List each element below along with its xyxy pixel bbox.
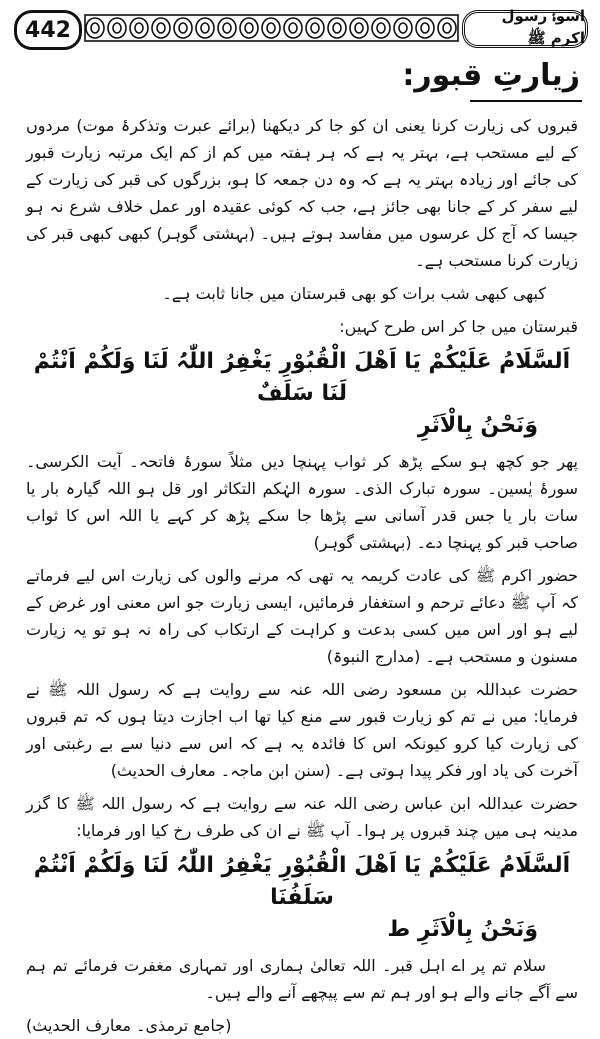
arabic-line: اَلسَّلَامُ عَلَیْکُمْ یَا اَھْلَ الْقُبُوْرِ یَغْفِرُ اللّٰہُ لَنَا وَلَکُمْ اَنْتُمْ سَلَفُنَا (33, 853, 571, 910)
ornament-inner (443, 23, 451, 33)
ornament-link (306, 18, 324, 38)
ornament-inner (267, 23, 275, 33)
book-title: اسوۂ رسول اکرم ﷺ (462, 10, 588, 48)
ornament-link (196, 18, 214, 38)
ornament-inner (179, 23, 187, 33)
ornament-inner (399, 23, 407, 33)
ornament-inner (289, 23, 297, 33)
paragraph: قبروں کی زیارت کرنا یعنی ان کو جا کر دیکھنا (برائے عبرت وتذکرۂ موت) مردوں کے لیے مستحب ہے، بہتر یہ ہے کہ ہر ہفتہ میں کم از کم ایک مرتبہ زیارت قبور کی جائے اور زیادہ بہتر یہ ہے کہ وہ دن جمعہ کا ہو، بزرگوں کی قبر کی زیارت کے لیے سفر کر کے جانا بھی جائز ہے، جب کہ کوئی عقیدہ اور عمل خلاف شرع نہ ہو جیسا کہ آج کل عرسوں میں مفاسد ہوتے ہیں۔ (بہشتی گوہر) کبھی کبھی قبر کی زیارت کرنا مستحب ہے۔ (26, 116, 579, 270)
title-underline (470, 100, 582, 102)
ornament-inner (421, 23, 429, 33)
paragraph: حضرت عبداللہ بن مسعود رضی اللہ عنہ سے روایت ہے کہ رسول اللہ ﷺ نے فرمایا: میں نے تم کو زیارت قبور سے منع کیا تھا اب اجازت دیتا ہوں کہ تم قبروں کی زیارت کیا کرو کیونکہ اس کا فائدہ یہ ہے کہ اس سے دنیا سے بے رغبتی اور آخرت کی یاد اور فکر پیدا ہوتی ہے۔ (سنن ابن ماجہ۔ معارف الحدیث) (26, 680, 578, 780)
ornament-inner (135, 23, 143, 33)
ornament-link (438, 18, 456, 38)
ornament-inner (311, 23, 319, 33)
paragraph: پھر جو کچھ ہو سکے پڑھ کر ثواب پہنچا دیں مثلاً سورۂ فاتحہ۔ آیت الکرسی۔ سورۂ یٰسین۔ سورہ تبارک الذی۔ سورہ الہٰکم التکاثر اور قل ہو اللہ گیارہ بار یا سات بار یا جس قدر آسانی سے پڑھا جا سکے پڑھ کر کہے یا اللہ اس کا ثواب صاحب قبر کو پہنچا دے۔ (بہشتی گوہر) (26, 452, 578, 552)
ornament-link (152, 18, 170, 38)
arabic-line: وَنَحْنُ بِالْاَثَرِ ط (387, 917, 538, 942)
ornament-link (86, 18, 104, 38)
ornament-link (284, 18, 302, 38)
page-number: 442 (14, 10, 82, 50)
ornament-link (372, 18, 390, 38)
arabic-supplication (26, 346, 578, 442)
translation: سلام تم پر اے اہل قبر۔ اللہ تعالیٰ ہماری اور تمہاری مغفرت فرمائے تم ہم سے آگے جانے والے ہو اور ہم تم سے پیچھے آنے والے ہیں۔ (26, 956, 578, 1002)
arabic-line: اَلسَّلَامُ عَلَیْکُمْ یَا اَھْلَ الْقُبُوْرِ یَغْفِرُ اللّٰہُ لَنَا وَلَکُمْ اَنْتُمْ لَنَا سَلَفٌ (33, 349, 571, 406)
ornament-inner (355, 23, 363, 33)
decorative-border (84, 14, 459, 42)
ornament-link (328, 18, 346, 38)
arabic-line: وَنَحْنُ بِالْاَثَرِ (417, 413, 538, 438)
ornament-inner (333, 23, 341, 33)
paragraph: حضور اکرم ﷺ کی عادت کریمہ یہ تھی کہ مرنے والوں کی زیارت اس لیے فرماتے کہ آپ ﷺ دعائے ترحم و استغفار فرمائیں، ایسی زیارت جو اس معنی اور غرض کے لیے ہو اور اس میں کسی بدعت و کراہت کے ارتکاب کی راہ نہ ہو تو یہ زیارت مسنون و مستحب ہے۔ (مدارج النبوۃ) (26, 566, 578, 666)
ornament-inner (377, 23, 385, 33)
ornament-link (350, 18, 368, 38)
reference: (جامع ترمذی۔ معارف الحدیث) (26, 1016, 232, 1035)
ornament-link (262, 18, 280, 38)
ornament-inner (157, 23, 165, 33)
paragraph: قبرستان میں جا کر اس طرح کہیں: (339, 317, 578, 336)
page-header (6, 6, 594, 48)
ornament-link (394, 18, 412, 38)
ornament-inner (201, 23, 209, 33)
ornament-link (130, 18, 148, 38)
ornament-inner (245, 23, 253, 33)
section-title: زیارتِ قبور: (402, 58, 580, 93)
arabic-supplication (26, 850, 578, 946)
ornament-link (416, 18, 434, 38)
ornament-inner (223, 23, 231, 33)
ornament-inner (91, 23, 99, 33)
ornament-link (218, 18, 236, 38)
ornament-link (108, 18, 126, 38)
ornament-link (240, 18, 258, 38)
ornament-link (174, 18, 192, 38)
ornament-inner (113, 23, 121, 33)
paragraph: حضرت عبداللہ ابن عباس رضی اللہ عنہ سے روایت ہے کہ رسول اللہ ﷺ کا گزر مدینہ ہی میں چند قبروں پر ہوا۔ آپ ﷺ نے ان کی طرف رخ کیا اور فرمایا: (26, 794, 578, 840)
paragraph: کبھی کبھی شب برات کو بھی قبرستان میں جانا ثابت ہے۔ (162, 284, 546, 303)
page-body (26, 112, 579, 1035)
